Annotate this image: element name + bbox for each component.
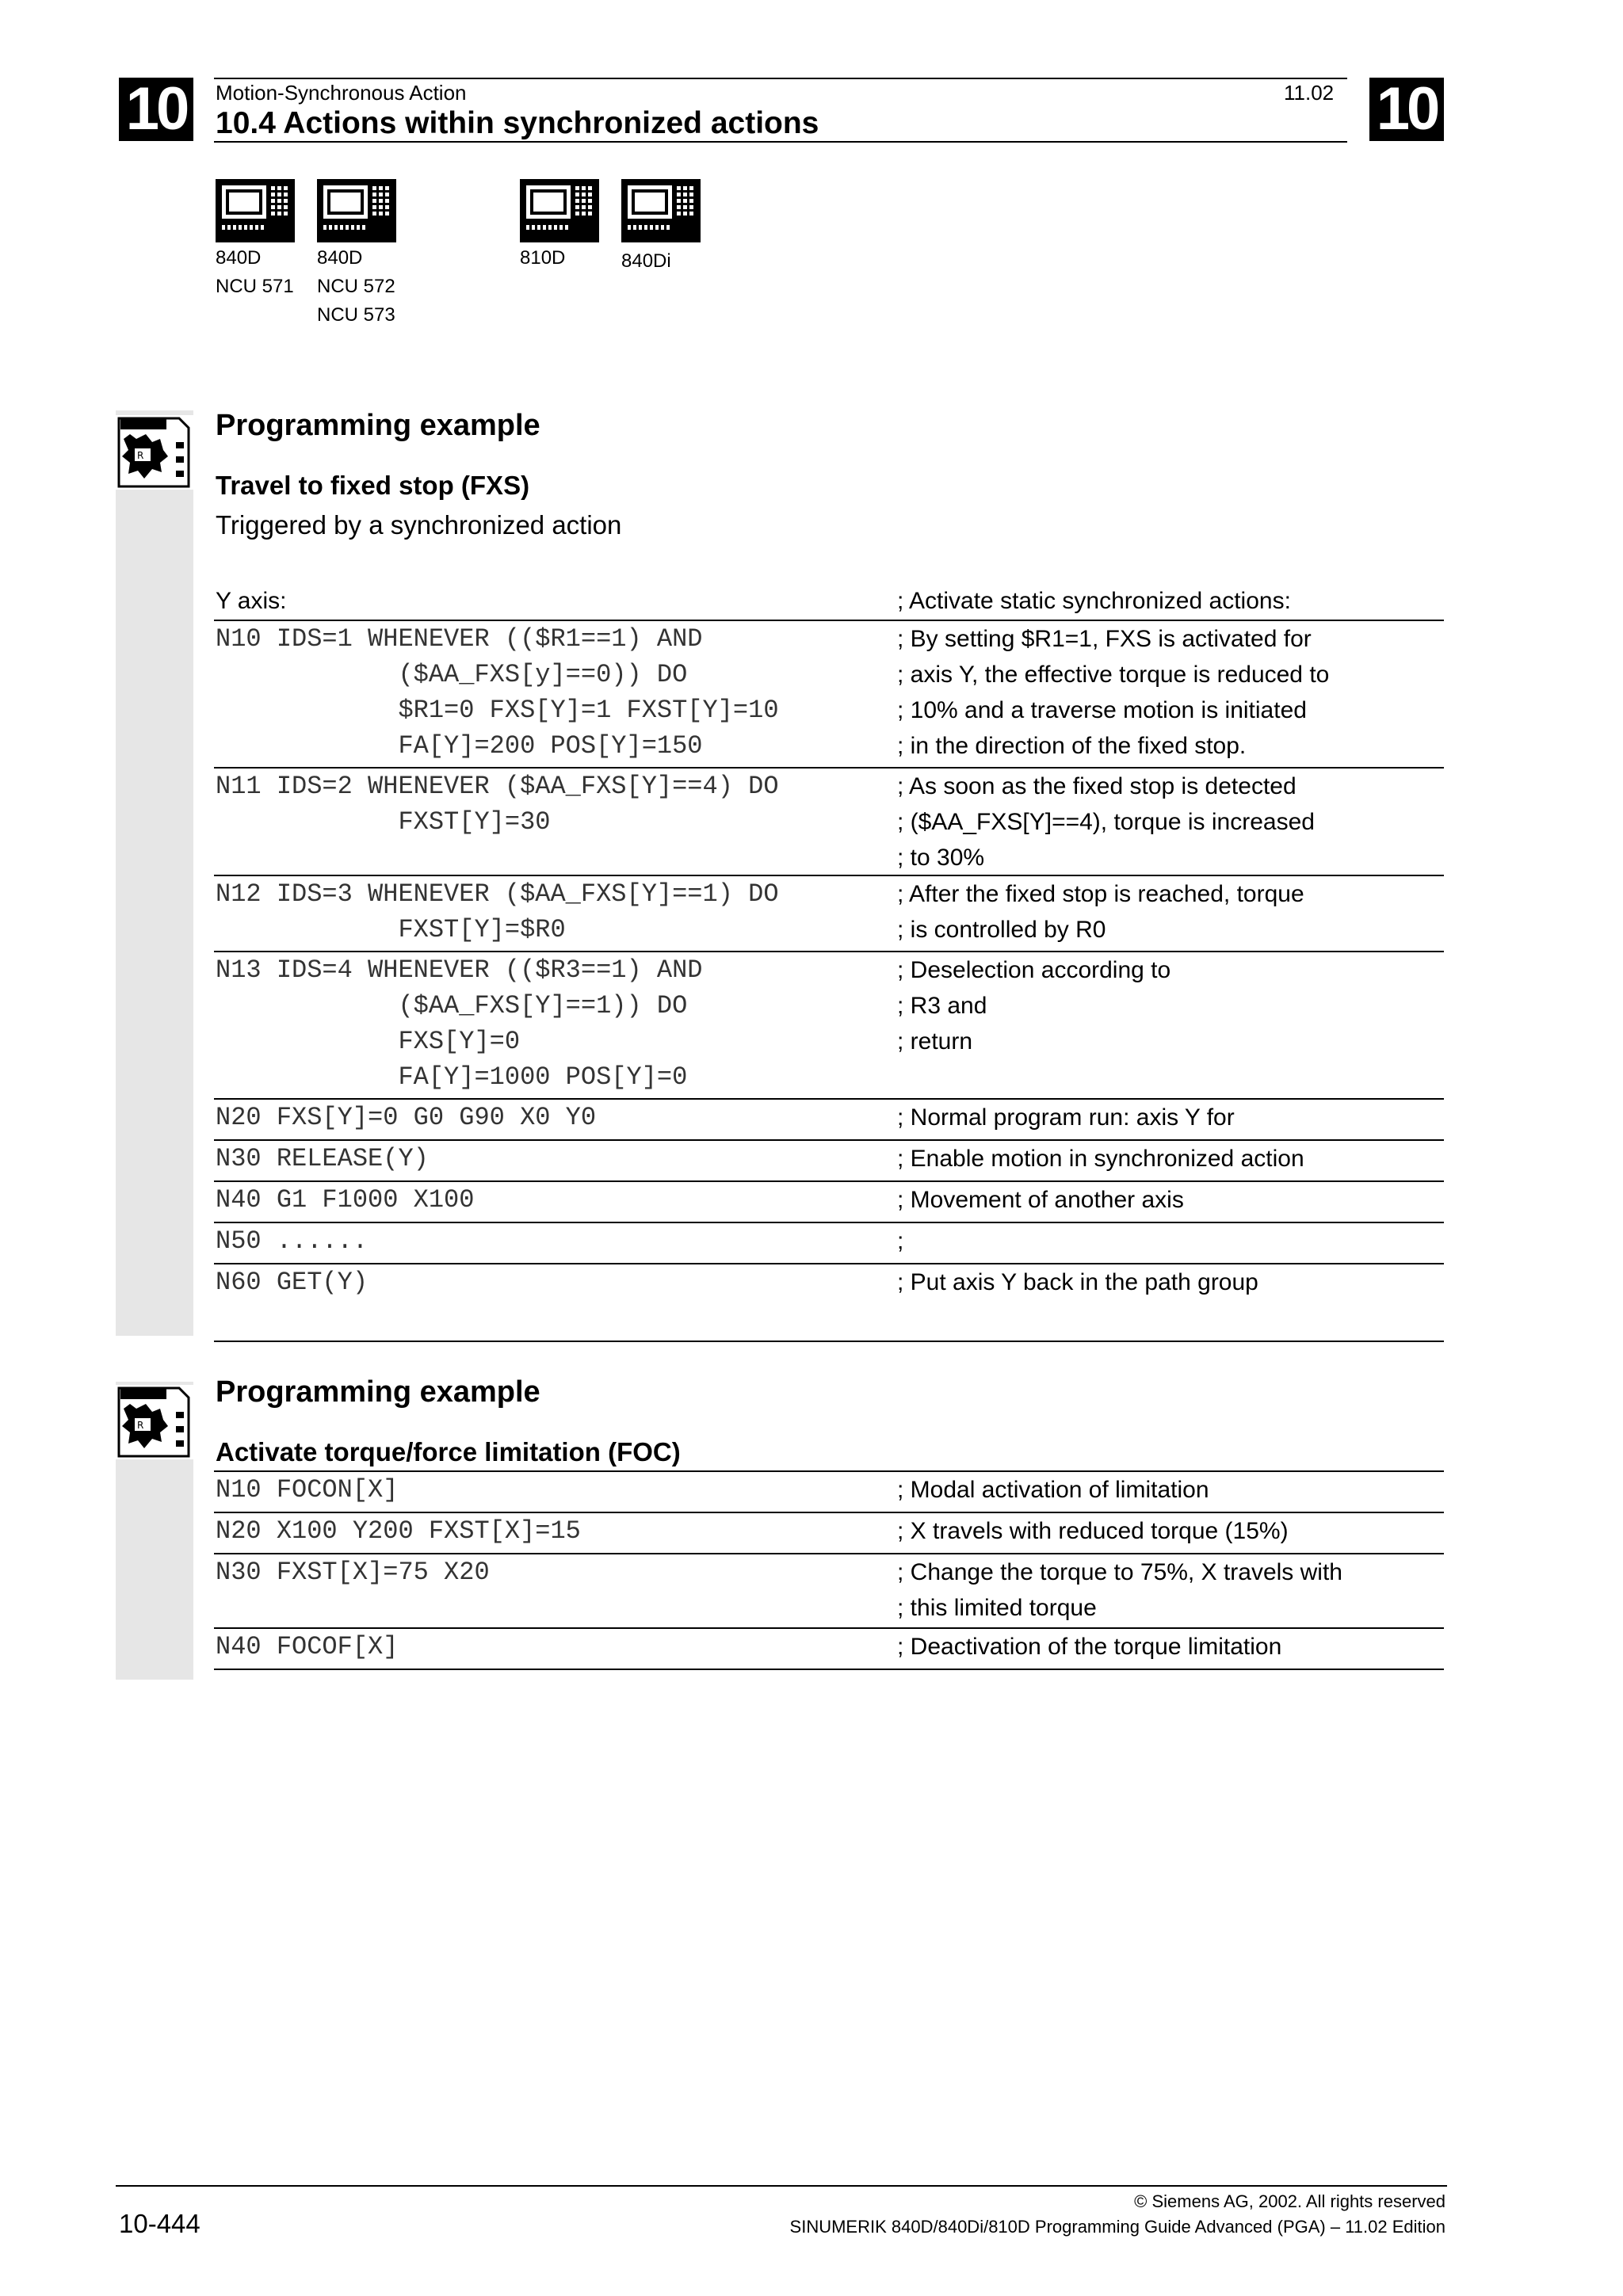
- control-panel-icon: [216, 179, 295, 242]
- header-bottom-rule: [214, 141, 1347, 143]
- table-row: [214, 876, 1444, 952]
- code-cell: N10 IDS=1 WHENEVER (($R1==1) AND ($AA_FXS[y]==0)) DO $R1=0 FXS[Y]=1 FXST[Y]=10 FA[Y]=200 POS[Y]=150: [216, 624, 779, 761]
- control-caption-840di: 840Di: [621, 250, 671, 272]
- programming-example-icon: [116, 415, 193, 490]
- comment-cell: ;: [897, 1228, 904, 1254]
- example1-intro: Triggered by a synchronized action: [216, 510, 622, 540]
- example2-code-table: [214, 1470, 1444, 1670]
- table-row: [214, 769, 1444, 876]
- footer-rule: [116, 2185, 1447, 2187]
- comment-cell: ; X travels with reduced torque (15%): [897, 1518, 1289, 1544]
- table-row: [214, 1182, 1444, 1223]
- control-panel-icon: [621, 179, 701, 242]
- code-cell: N30 FXST[X]=75 X20: [216, 1558, 490, 1587]
- code-cell: N60 GET(Y): [216, 1268, 369, 1297]
- section-label: Motion-Synchronous Action: [216, 81, 467, 105]
- table-row: [214, 1629, 1444, 1670]
- table-row: [214, 952, 1444, 1100]
- code-cell: N11 IDS=2 WHENEVER ($AA_FXS[Y]==4) DO FXST[Y]=30: [216, 772, 779, 837]
- comment-cell: ; Normal program run: axis Y for: [897, 1104, 1235, 1131]
- code-cell: N10 FOCON[X]: [216, 1475, 399, 1505]
- table-row: [214, 1141, 1444, 1182]
- code-cell: N40 FOCOF[X]: [216, 1632, 399, 1661]
- example1-subheading: Travel to fixed stop (FXS): [216, 471, 530, 500]
- table-row: [214, 1554, 1444, 1629]
- comment-cell: ; Change the torque to 75%, X travels with ; this limited torque: [897, 1559, 1342, 1621]
- comment-cell: ; After the fixed stop is reached, torque ; is controlled by R0: [897, 881, 1304, 943]
- margin-bar: [116, 410, 193, 1336]
- page-number: 10-444: [119, 2209, 200, 2238]
- table-row: [214, 1223, 1444, 1264]
- code-cell: N20 FXS[Y]=0 G0 G90 X0 Y0: [216, 1103, 597, 1132]
- control-panel-icon: [520, 179, 599, 242]
- code-cell: N12 IDS=3 WHENEVER ($AA_FXS[Y]==1) DO FXST[Y]=$R0: [216, 879, 779, 944]
- comment-cell: ; Movement of another axis: [897, 1187, 1184, 1213]
- control-caption-840d-572: 840D NCU 572 NCU 573: [317, 247, 395, 326]
- code-cell: N40 G1 F1000 X100: [216, 1185, 475, 1215]
- comment-cell: ; By setting $R1=1, FXS is activated for ; axis Y, the effective torque is reduced to ; 10% and a traverse motion is initiated ; in the direction of the fixed stop.: [897, 626, 1330, 759]
- copyright-notice: © Siemens AG, 2002. All rights reserved: [1134, 2191, 1445, 2211]
- chapter-number-box-left: 10: [119, 78, 193, 141]
- svg-text:R: R: [137, 1420, 144, 1431]
- code-cell: N30 RELEASE(Y): [216, 1144, 429, 1173]
- programming-example-icon: [116, 1385, 193, 1459]
- table-row: [214, 1472, 1444, 1513]
- example1-heading: Programming example: [216, 409, 540, 442]
- example2-heading: Programming example: [216, 1375, 540, 1409]
- document-title: SINUMERIK 840D/840Di/810D Programming Guide Advanced (PGA) – 11.02 Edition: [789, 2217, 1445, 2237]
- page-title: 10.4 Actions within synchronized actions: [216, 106, 819, 140]
- code-cell: N20 X100 Y200 FXST[X]=15: [216, 1516, 581, 1546]
- comment-cell: ; As soon as the fixed stop is detected ; ($AA_FXS[Y]==4), torque is increased ; to 30%: [897, 773, 1315, 871]
- table-header-comment: ; Activate static synchronized actions:: [897, 588, 1291, 614]
- comment-cell: ; Put axis Y back in the path group: [897, 1269, 1258, 1295]
- control-caption-840d-571: 840D NCU 571: [216, 247, 294, 297]
- table-row: [214, 1513, 1444, 1554]
- svg-text:R: R: [137, 450, 144, 461]
- header-top-rule: [214, 78, 1347, 79]
- comment-cell: ; Modal activation of limitation: [897, 1477, 1209, 1503]
- comment-cell: ; Deselection according to ; R3 and ; return: [897, 957, 1171, 1055]
- table-row: [214, 1100, 1444, 1141]
- table-row: [214, 1264, 1444, 1342]
- table-row: [214, 621, 1444, 769]
- code-cell: N13 IDS=4 WHENEVER (($R3==1) AND ($AA_FXS[Y]==1)) DO FXS[Y]=0 FA[Y]=1000 POS[Y]=0: [216, 955, 703, 1092]
- table-header-code: Y axis:: [216, 588, 287, 614]
- code-cell: N50 ......: [216, 1226, 369, 1256]
- example2-subheading: Activate torque/force limitation (FOC): [216, 1437, 681, 1466]
- example1-code-table: [214, 582, 1444, 1342]
- chapter-number-box-right: 10: [1369, 78, 1444, 141]
- edition-label: 11.02: [1284, 81, 1335, 105]
- table-header-row: [214, 582, 1444, 621]
- control-panel-icon: [317, 179, 396, 242]
- control-caption-810d: 810D: [520, 247, 566, 269]
- comment-cell: ; Deactivation of the torque limitation: [897, 1634, 1282, 1660]
- comment-cell: ; Enable motion in synchronized action: [897, 1146, 1304, 1172]
